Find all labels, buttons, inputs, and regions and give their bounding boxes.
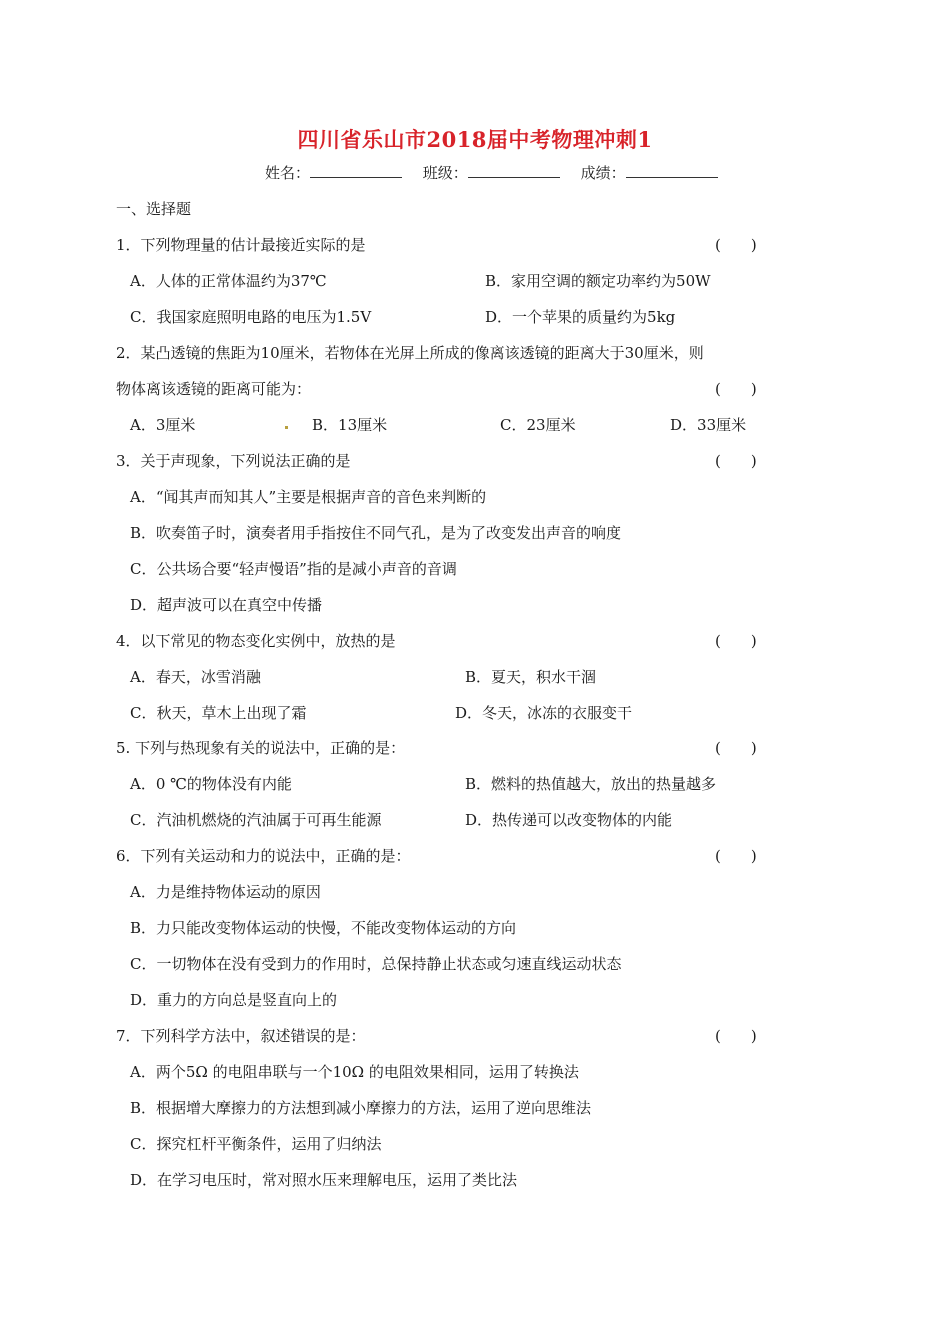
question-2-option-a: A．3厘米 [130,416,196,434]
question-7-option-d: D．在学习电压时，常对照水压来理解电压，运用了类比法 [130,1171,518,1189]
question-6-option-a: A．力是维持物体运动的原因 [130,883,321,901]
question-2-option-d: D．33厘米 [670,416,747,434]
question-5-option-b: B．燃料的热值越大，放出的热量越多 [465,775,717,793]
question-5-answer-paren: ( ) [715,739,757,757]
name-label: 姓名： [265,164,311,182]
question-3-option-b: B．吹奏笛子时，演奏者用手指按住不同气孔，是为了改变发出声音的响度 [130,524,622,542]
question-6-option-d: D．重力的方向总是竖直向上的 [130,991,338,1009]
question-4-answer-paren: ( ) [715,632,757,650]
question-6-stem: 6．下列有关运动和力的说法中，正确的是： [116,847,411,865]
question-5-option-c: C．汽油机燃烧的汽油属于可再生能源 [130,811,382,829]
question-7-answer-paren: ( ) [715,1027,757,1045]
name-blank[interactable] [310,163,402,178]
question-7-stem: 7．下列科学方法中，叙述错误的是： [116,1027,366,1045]
question-2-stem: 2．某凸透镜的焦距为10厘米，若物体在光屏上所成的像离该透镜的距离大于30厘米，则 [116,344,704,362]
question-7-option-c: C．探究杠杆平衡条件，运用了归纳法 [130,1135,382,1153]
question-1-option-b: B．家用空调的额定功率约为50W [485,272,711,290]
question-6-answer-paren: ( ) [715,847,757,865]
question-2-option-c: C．23厘米 [500,416,576,434]
stray-dot [285,426,288,429]
question-5-option-d: D．热传递可以改变物体的内能 [465,811,673,829]
question-3-stem: 3．关于声现象，下列说法正确的是 [116,452,351,470]
question-5-stem: 5. 下列与热现象有关的说法中，正确的是： [116,739,406,757]
question-3-option-d: D．超声波可以在真空中传播 [130,596,323,614]
question-1-stem: 1．下列物理量的估计最接近实际的是 [116,236,366,254]
question-1-option-a: A．人体的正常体温约为37℃ [130,272,327,290]
question-1-option-c: C．我国家庭照明电路的电压为1.5V [130,308,372,326]
question-7-option-b: B．根据增大摩擦力的方法想到减小摩擦力的方法，运用了逆向思维法 [130,1099,592,1117]
question-4-option-c: C．秋天，草木上出现了霜 [130,704,307,722]
question-4-option-a: A．春天，冰雪消融 [130,668,261,686]
question-6-option-b: B．力只能改变物体运动的快慢，不能改变物体运动的方向 [130,919,517,937]
question-3-option-c: C．公共场合要“轻声慢语”指的是减小声音的音调 [130,560,457,578]
question-2-stem-continued: 物体离该透镜的距离可能为： [116,380,312,398]
question-1-option-d: D．一个苹果的质量约为5kg [485,308,676,326]
score-blank[interactable] [626,163,718,178]
section-heading: 一、选择题 [116,200,192,218]
question-1-answer-paren: ( ) [715,236,757,254]
question-3-answer-paren: ( ) [715,452,757,470]
question-2-answer-paren: ( ) [715,380,757,398]
question-4-option-b: B．夏天，积水干涸 [465,668,597,686]
question-2-option-b: B．13厘米 [312,416,388,434]
exam-title: 四川省乐山市2018届中考物理冲刺1 [297,127,653,152]
question-6-option-c: C．一切物体在没有受到力的作用时，总保持静止状态或匀速直线运动状态 [130,955,622,973]
class-label: 班级： [422,164,468,182]
question-4-stem: 4．以下常见的物态变化实例中，放热的是 [116,632,396,650]
question-7-option-a: A．两个5Ω 的电阻串联与一个10Ω 的电阻效果相同，运用了转换法 [130,1063,579,1081]
question-4-option-d: D．冬天，冰冻的衣服变干 [455,704,633,722]
question-3-option-a: A．“闻其声而知其人”主要是根据声音的音色来判断的 [130,488,487,506]
class-blank[interactable] [468,163,560,178]
score-label: 成绩： [580,164,626,182]
question-5-option-a: A．0 ℃的物体没有内能 [130,775,292,793]
student-info-row [265,162,734,183]
